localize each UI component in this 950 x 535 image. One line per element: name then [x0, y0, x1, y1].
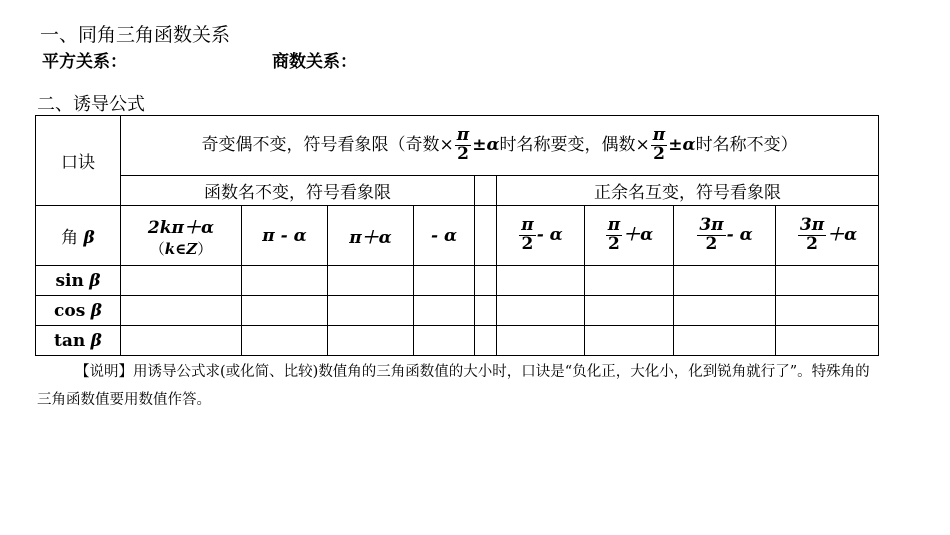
answer-cell[interactable]	[585, 296, 674, 326]
mnemonic-text: 奇变偶不变，符号看象限（奇数× $\frac{\pi}{2}$ ±α时名称要变，偶数× $\frac{\pi}{2}$ ±α时名称不变）	[121, 116, 879, 176]
row-label-tan: tan β	[36, 326, 121, 356]
answer-cell[interactable]	[674, 326, 776, 356]
induction-formula-table	[35, 115, 879, 356]
row-label-cos: cos β	[36, 296, 121, 326]
answer-cell[interactable]	[328, 266, 414, 296]
answer-cell[interactable]	[674, 296, 776, 326]
answer-cell[interactable]	[414, 326, 475, 356]
gap-cell	[475, 296, 497, 326]
answer-cell[interactable]	[242, 326, 328, 356]
answer-cell[interactable]	[242, 266, 328, 296]
angle-half-pi-plus-alpha: $\frac{\pi}{2}$ ＋α	[585, 206, 674, 266]
table-row-cos	[36, 296, 879, 326]
right-group-header: 正余名互变，符号看象限	[497, 176, 879, 206]
quotient-relation-label: 商数关系：	[272, 52, 357, 72]
table-row-sin	[36, 266, 879, 296]
angle-half-pi-minus-alpha: $\frac{\pi}{2}$ - α	[497, 206, 585, 266]
gap-cell	[475, 266, 497, 296]
answer-cell[interactable]	[121, 326, 242, 356]
angle-pi-minus-alpha: π - α	[242, 206, 328, 266]
gap-cell	[475, 176, 497, 206]
answer-cell[interactable]	[776, 266, 879, 296]
section1-title: 一、同角三角函数关系	[40, 24, 231, 46]
row-label-sin: sin β	[36, 266, 121, 296]
angle-three-half-pi-minus-alpha: $\frac{3\pi}{2}$ - α	[674, 206, 776, 266]
answer-cell[interactable]	[121, 266, 242, 296]
explanation-note: 【说明】用诱导公式求(或化简、比较)数值角的三角函数值的大小时，口诀是“负化正，大化小，化到锐角就行了”。特殊角的三角函数值要用数值作答。	[37, 364, 870, 408]
angle-pi-plus-alpha: π＋α	[328, 206, 414, 266]
answer-cell[interactable]	[585, 326, 674, 356]
answer-cell[interactable]	[328, 296, 414, 326]
answer-cell[interactable]	[414, 296, 475, 326]
answer-cell[interactable]	[242, 296, 328, 326]
angle-label: 角 β	[36, 206, 121, 266]
table-row-tan	[36, 326, 879, 356]
answer-cell[interactable]	[585, 266, 674, 296]
answer-cell[interactable]	[497, 296, 585, 326]
square-relation-label: 平方关系：	[42, 52, 127, 72]
gap-cell	[475, 326, 497, 356]
left-group-header: 函数名不变，符号看象限	[121, 176, 475, 206]
mnemonic-label: 口诀	[36, 116, 121, 206]
answer-cell[interactable]	[328, 326, 414, 356]
answer-cell[interactable]	[414, 266, 475, 296]
angle-three-half-pi-plus-alpha: $\frac{3\pi}{2}$ ＋α	[776, 206, 879, 266]
answer-cell[interactable]	[121, 296, 242, 326]
answer-cell[interactable]	[497, 326, 585, 356]
section2-title: 二、诱导公式	[37, 94, 145, 115]
answer-cell[interactable]	[497, 266, 585, 296]
answer-cell[interactable]	[776, 326, 879, 356]
answer-cell[interactable]	[674, 266, 776, 296]
angle-minus-alpha: - α	[414, 206, 475, 266]
angle-2kpi-plus-alpha: 2kπ＋α （k∈Z）	[121, 206, 242, 266]
gap-cell	[475, 206, 497, 266]
answer-cell[interactable]	[776, 296, 879, 326]
